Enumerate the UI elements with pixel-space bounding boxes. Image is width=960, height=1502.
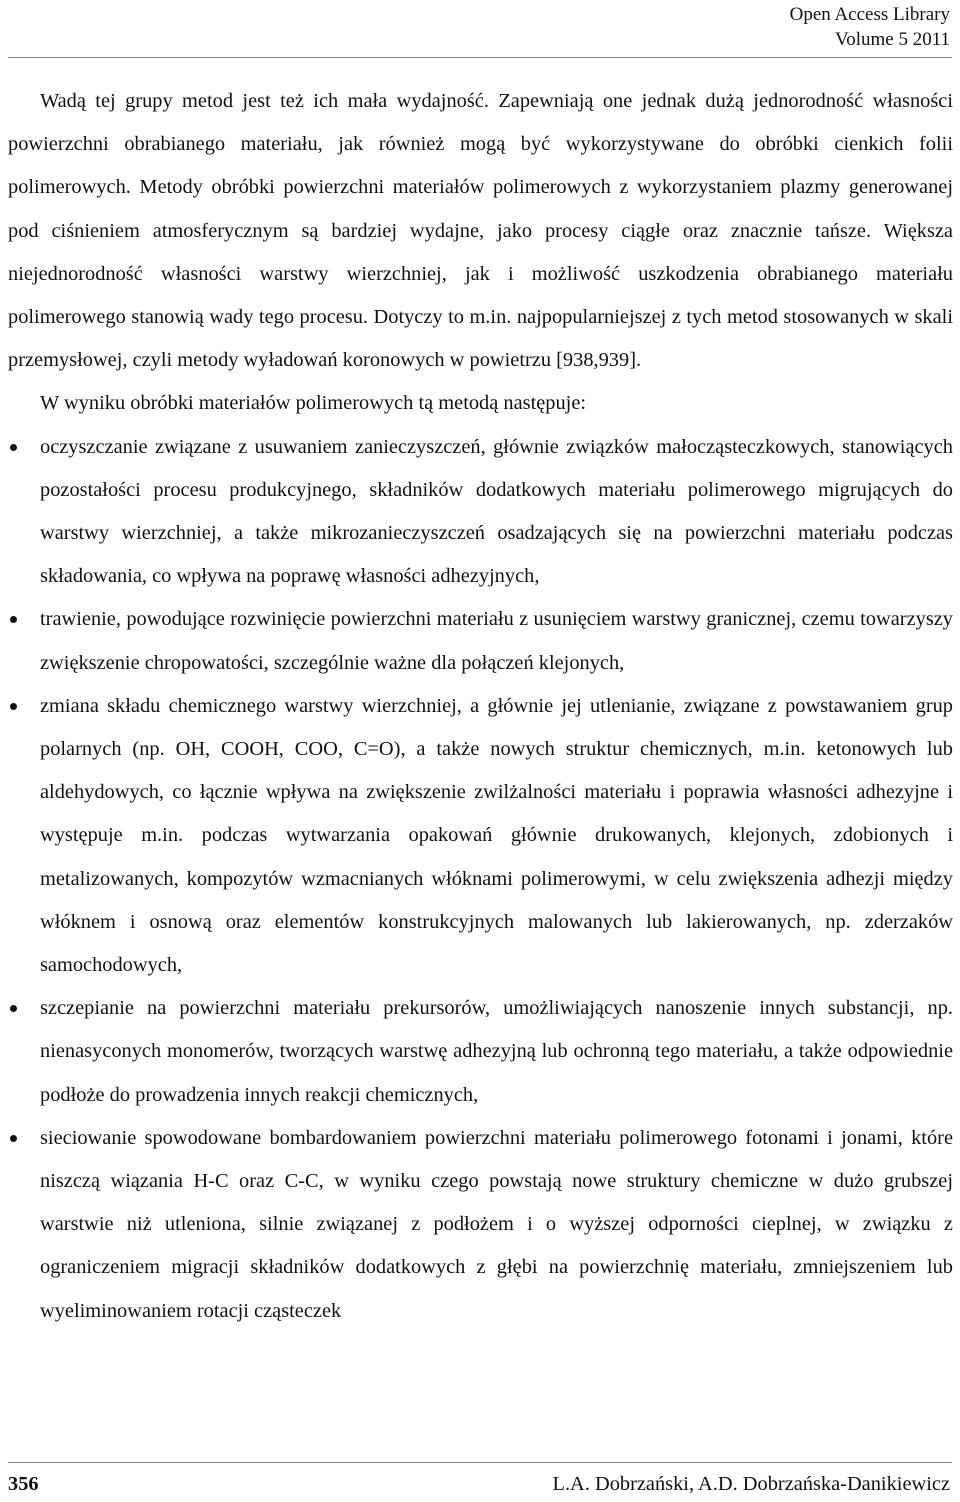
bullet-icon xyxy=(10,703,17,710)
list-item xyxy=(8,1117,953,1333)
bullet-icon xyxy=(10,1135,17,1142)
list-item-text: zmiana składu chemicznego warstwy wierzchniej, a głównie jej utlenianie, związane z powstawaniem grup polarnych (np. OH, COOH, COO, C=O), a także nowych struktur chemicznych, m.in. ketonowych lub aldehydowych, co łącznie wpływa na zwiększenie zwilżalności materiału i poprawia własności adhezyjne i występuje m.in. podczas wytwarzania opakowań głównie drukowanych, klejonych, zdobionych i metalizowanych, kompozytów wzmacnianych włóknami polimerowymi, w celu zwiększenia adhezji między włóknem i osnową oraz elementów konstrukcyjnych malowanych lub lakierowanych, np. zderzaków samochodowych, xyxy=(40,694,953,977)
page-body xyxy=(8,80,953,1333)
bullet-icon xyxy=(10,444,17,451)
list-item xyxy=(8,598,953,684)
running-footer-authors: L.A. Dobrzański, A.D. Dobrzańska-Danikiewicz xyxy=(552,1473,950,1495)
header-divider xyxy=(8,57,952,58)
list-item-text: oczyszczanie związane z usuwaniem zanieczyszczeń, głównie związków małocząsteczkowych, stanowiących pozostałości procesu produkcyjnego, składników dodatkowych materiału polimerowego migrujących do warstwy wierzchniej, a także mikrozanieczyszczeń osadzających się na powierzchni materiału podczas składowania, co wpływa na poprawę własności adhezyjnych, xyxy=(40,435,953,588)
journal-title: Open Access Library xyxy=(789,4,950,25)
running-header xyxy=(790,2,950,52)
list-item-text: trawienie, powodujące rozwinięcie powierzchni materiału z usunięciem warstwy granicznej, czemu towarzyszy zwiększenie chropowatości, szczególnie ważne dla połączeń klejonych, xyxy=(40,608,953,674)
body-paragraph: Wadą tej grupy metod jest też ich mała wydajność. Zapewniają one jednak dużą jednorodność własności powierzchni obrabianego materiału, jak również mogą być wykorzystywane do obróbki cienkich folii polimerowych. Metody obróbki powierzchni materiałów polimerowych z wykorzystaniem plazmy generowanej pod ciśnieniem atmosferycznym są bardziej wydajne, jako procesy ciągłe oraz znacznie tańsze. Większa niejednorodność własności warstwy wierzchniej, jak i możliwość uszkodzenia obrabianego materiału polimerowego stanowią wady tego procesu. Dotyczy to m.in. najpopularniejszej z tych metod stosowanych w skali przemysłowej, czyli metody wyładowań koronowych w powietrzu [938,939]. xyxy=(8,90,953,372)
list-item xyxy=(8,987,953,1117)
list-intro: W wyniku obróbki materiałów polimerowych tą metodą następuje: xyxy=(40,392,587,415)
bullet-icon xyxy=(10,616,17,623)
bullet-icon xyxy=(10,1005,17,1012)
list-item xyxy=(8,685,953,987)
list-item xyxy=(8,426,953,599)
footer-divider xyxy=(8,1462,952,1463)
list-item-text: szczepianie na powierzchni materiału prekursorów, umożliwiających nanoszenie innych substancji, np. nienasyconych monomerów, tworzących warstwę adhezyjną lub ochronną tego materiału, a także odpowiednie podłoże do prowadzenia innych reakcji chemicznych, xyxy=(40,997,953,1106)
effects-list xyxy=(8,426,953,1333)
list-item-text: sieciowanie spowodowane bombardowaniem powierzchni materiału polimerowego fotonami i jonami, które niszczą wiązania H-C oraz C-C, w wyniku czego powstają nowe struktury chemiczne w dużo grubszej warstwie niż utleniona, silnie związanej z podłożem i o wyższej odporności cieplnej, w związku z ograniczeniem migracji składników dodatkowych z głębi na powierzchnię materiału, zmniejszeniem lub wyeliminowaniem rotacji cząsteczek xyxy=(40,1126,953,1322)
journal-volume: Volume 5 2011 xyxy=(834,29,950,50)
page-number: 356 xyxy=(8,1473,39,1495)
